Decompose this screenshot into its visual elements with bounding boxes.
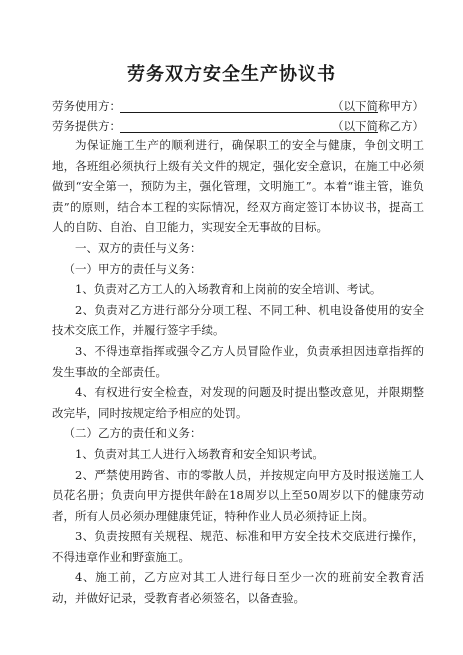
- clause-b-4: 4、施工前，乙方应对其工人进行每日至少一次的班前安全教育活动，并做好记录，受教育者必须签名，以备查验。: [52, 570, 424, 606]
- clause-b-3: 3、负责按照有关规程、规范、标准和甲方安全技术交底进行操作，不得违章作业和野蛮施工。: [52, 529, 424, 564]
- intro-paragraph: 为保证施工生产的顺利进行，确保职工的安全与健康，争创文明工地，各班组必须执行上级有关文件的规定，强化安全意识，在施工中必须做到“安全第一，预防为主，强化管理，文明施工”。本着“谁主管，谁负责”的原则，结合本工程的实际情况，经双方商定签订本协议书，提高工人的自防、自治、自卫能力，实现安全无事故的目标。: [52, 138, 424, 235]
- clause-a-2: 2、负责对乙方进行部分分项工程、不同工种、机电设备使用的安全技术交底工作，并履行签字手续。: [52, 302, 424, 338]
- agreement-body: [52, 135, 424, 609]
- subsection-heading-party-a: （一）甲方的责任与义务：: [63, 261, 202, 276]
- subsection-heading-party-b: （二）乙方的责任和义务：: [63, 426, 202, 441]
- party-a-note: （以下简称甲方）: [332, 99, 424, 113]
- section-heading: 一、双方的责任与义务：: [75, 240, 202, 255]
- clause-a-3: 3、不得违章指挥或强令乙方人员冒险作业，负责承担因违章指挥的发生事故的全部责任。: [52, 343, 424, 379]
- document-title: 劳务双方安全生产协议书: [127, 64, 336, 85]
- party-b-label: 劳务提供方：: [52, 119, 121, 133]
- party-b-line: [52, 117, 424, 135]
- clause-a-1: 1、负责对乙方工人的入场教育和上岗前的安全培训、考试。: [75, 282, 382, 297]
- clause-b-1: 1、负责对其工人进行入场教育和安全知识考试。: [75, 446, 324, 461]
- party-a-label: 劳务使用方：: [52, 99, 121, 113]
- clause-b-2: 2、严禁使用跨省、市的零散人员，并按规定向甲方及时报送施工人员花名册；负责向甲方提供年龄在18周岁以上至50周岁以下的健康劳动者，所有人员必须办理健康凭证，特种作业人员必须持证上岗。: [52, 467, 424, 523]
- clause-a-4: 4、有权进行安全检查，对发现的问题及时提出整改意见，并限期整改完毕，同时按规定给予相应的处罚。: [52, 385, 424, 420]
- party-a-line: [52, 97, 424, 115]
- party-b-note: （以下简称乙方）: [332, 119, 424, 133]
